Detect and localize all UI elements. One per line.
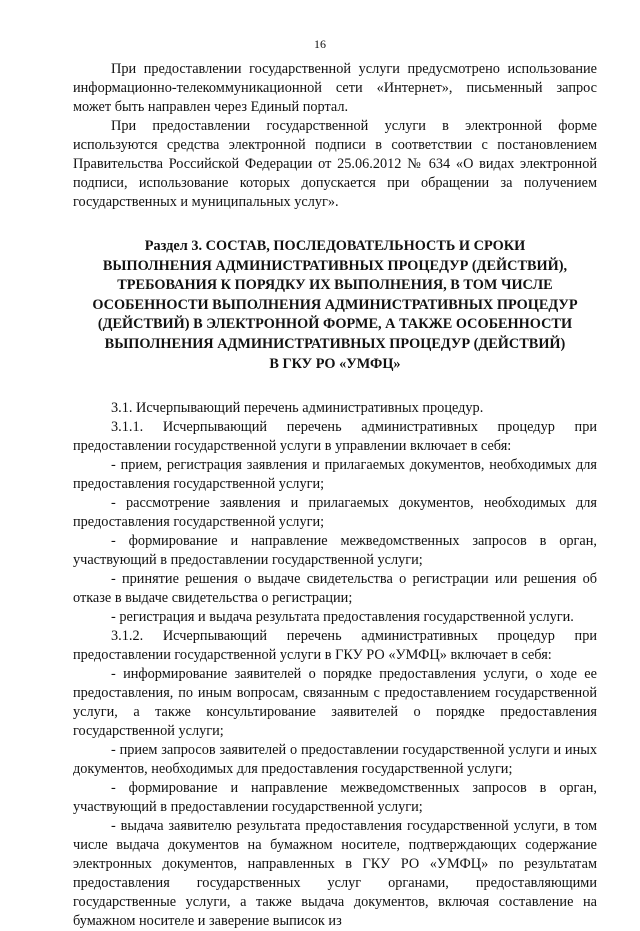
page-number: 16 <box>314 37 326 51</box>
list-item: - регистрация и выдача результата предоставления государственной услуги. <box>111 609 574 626</box>
list-item: - информирование заявителей о порядке предоставления услуги, о ходе ее предоставления, по иным вопросам, связанным с предоставлением государственной услуги, а также консультирование заявителей о порядке предоставления государственной услуги; <box>73 666 597 740</box>
list-item: - прием, регистрация заявления и прилагаемых документов, необходимых для предоставления государственной услуги; <box>73 457 597 493</box>
paragraph: 3.1.1. Исчерпывающий перечень административных процедур при предоставлении государственной услуги в управлении включает в себя: <box>73 419 597 455</box>
section-title-line: (ДЕЙСТВИЙ) В ЭЛЕКТРОННОЙ ФОРМЕ, А ТАКЖЕ ОСОБЕННОСТИ <box>97 316 573 333</box>
section-title <box>73 237 597 374</box>
section-title-line: ОСОБЕННОСТИ ВЫПОЛНЕНИЯ АДМИНИСТРАТИВНЫХ ПРОЦЕДУР <box>92 296 578 313</box>
paragraph: 3.1. Исчерпывающий перечень административных процедур. <box>111 400 484 417</box>
paragraph: 3.1.2. Исчерпывающий перечень административных процедур при предоставлении государственной услуги в ГКУ РО «УМФЦ» включает в себя: <box>73 628 597 664</box>
section-title-line: В ГКУ РО «УМФЦ» <box>269 355 401 372</box>
paragraph: При предоставлении государственной услуги в электронной форме используются средства электронной подписи в соответствии с постановлением Правительства Российской Федерации от 25.06.2012 № 634 «О видах электронной подписи, использование которых допускается при обращении за получением государственных и муниципальных услуг». <box>73 118 597 210</box>
document-body <box>73 60 597 931</box>
list-item: - прием запросов заявителей о предоставлении государственной услуги и иных документов, необходимых для предоставления государственной услуги; <box>73 742 597 778</box>
list-item: - выдача заявителю результата предоставления государственной услуги, в том числе выдача документов на бумажном носителе, подтверждающих содержание электронных документов, направленных в ГКУ РО «УМФЦ» по результатам предоставления государственных услуг органами, предоставляющими государственные услуги, а также выдача документов, включая составление на бумажном носителе и заверение выписок из <box>73 818 597 930</box>
list-item: - принятие решения о выдаче свидетельства о регистрации или решения об отказе в выдаче свидетельства о регистрации; <box>73 571 597 607</box>
section-title-line: ВЫПОЛНЕНИЯ АДМИНИСТРАТИВНЫХ ПРОЦЕДУР (ДЕЙСТВИЙ) <box>104 335 566 352</box>
list-item: - формирование и направление межведомственных запросов в орган, участвующий в предоставлении государственной услуги; <box>73 780 597 816</box>
section-title-line: Раздел 3. СОСТАВ, ПОСЛЕДОВАТЕЛЬНОСТЬ И СРОКИ <box>144 238 526 254</box>
section-title-line: ТРЕБОВАНИЯ К ПОРЯДКУ ИХ ВЫПОЛНЕНИЯ, В ТОМ ЧИСЛЕ <box>117 277 553 294</box>
list-item: - рассмотрение заявления и прилагаемых документов, необходимых для предоставления государственной услуги; <box>73 495 597 531</box>
list-item: - формирование и направление межведомственных запросов в орган, участвующий в предоставлении государственной услуги; <box>73 533 597 569</box>
paragraph: При предоставлении государственной услуги предусмотрено использование информационно-телекоммуникационной сети «Интернет», письменный запрос может быть направлен через Единый портал. <box>73 61 597 115</box>
section-title-line: ВЫПОЛНЕНИЯ АДМИНИСТРАТИВНЫХ ПРОЦЕДУР (ДЕЙСТВИЙ), <box>102 257 568 274</box>
